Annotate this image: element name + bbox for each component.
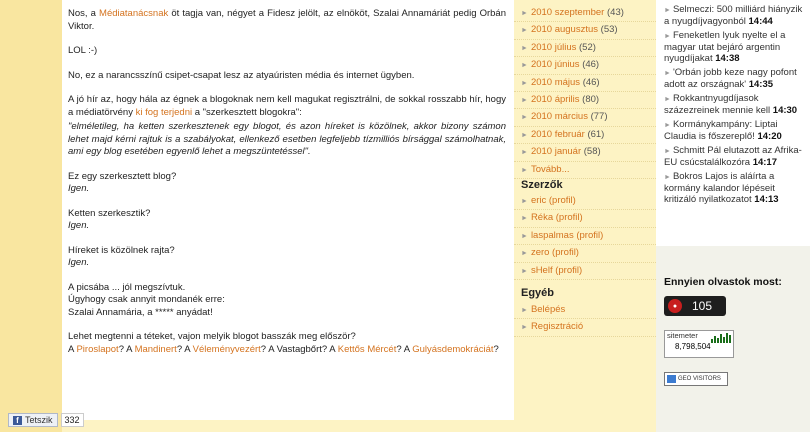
paragraph-1: Nos, a Médiatanácsnak öt tagja van, négyet a Fidesz jelölt, az elnököt, Szalai Annamáriát pedig Orbán Viktor. bbox=[68, 8, 506, 32]
bullet-icon: ► bbox=[521, 324, 528, 332]
exclamation-block: A picsába ... jól megszívtuk. Úgyhogy csak annyit mondanék erre: Szalai Annamária, a ***** anyádat! bbox=[68, 281, 225, 318]
bullet-icon: ► bbox=[664, 33, 671, 40]
left-margin-strip bbox=[0, 0, 62, 432]
counter-logo-icon: ● bbox=[668, 299, 682, 313]
login-link[interactable]: ► Belépés bbox=[514, 302, 656, 319]
sitemeter-bars-icon bbox=[711, 333, 731, 343]
archive-item[interactable]: ► 2010 szeptember (43) bbox=[514, 5, 656, 22]
bullet-icon: ► bbox=[521, 149, 528, 157]
author-item[interactable]: ► laspalmas (profil) bbox=[514, 228, 656, 245]
bets-paragraph: Lehet megtenni a téteket, vajon melyik blogot basszák meg először? A Piroslapot? A Mandinert? A Véleményvezért? A Vastagbőrt? A Kettős Mércét? A Gulyásdemokráciát? bbox=[68, 331, 499, 355]
bullet-icon: ► bbox=[521, 79, 528, 87]
bullet-icon: ► bbox=[664, 7, 671, 14]
authors-heading: Szerzők bbox=[521, 179, 563, 191]
author-item[interactable]: ► eric (profil) bbox=[514, 193, 656, 210]
blog-post-body bbox=[68, 8, 506, 368]
velemenyvezer-link[interactable]: Véleményvezért bbox=[192, 343, 261, 355]
other-heading: Egyéb bbox=[521, 287, 555, 299]
author-item[interactable]: ► sHelf (profil) bbox=[514, 263, 656, 280]
bullet-icon: ► bbox=[664, 96, 671, 103]
bullet-icon: ► bbox=[521, 27, 528, 35]
paragraph-4: A jó hír az, hogy hála az égnek a blogoknak nem kell magukat regisztrálni, de sokkal rosszabb hír, hogy a médiatörvény ki fog terjedni a "szerkesztett blogokra": bbox=[68, 94, 506, 118]
mediatanacs-link[interactable]: Médiatanácsnak bbox=[99, 8, 169, 19]
author-item[interactable]: ► zero (profil) bbox=[514, 245, 656, 262]
qa-3: Híreket is közölnek rajta? Igen. bbox=[68, 244, 175, 268]
bullet-icon: ► bbox=[521, 166, 528, 174]
archive-item[interactable]: ► 2010 július (52) bbox=[514, 40, 656, 57]
archive-item[interactable]: ► 2010 április (80) bbox=[514, 92, 656, 109]
readers-count: 105 bbox=[692, 299, 713, 313]
archive-list bbox=[514, 5, 656, 179]
mandiner-link[interactable]: Mandinert bbox=[134, 343, 177, 355]
archive-more[interactable]: ► Tovább... bbox=[514, 162, 656, 179]
qa-1: Ez egy szerkesztett blog? Igen. bbox=[68, 170, 177, 194]
bottom-band bbox=[62, 420, 514, 432]
gulyasdemokracia-link[interactable]: Gulyásdemokráciát bbox=[412, 343, 494, 355]
bullet-icon: ► bbox=[664, 148, 671, 155]
paragraph-3: No, ez a narancsszínű csipet-csapat lesz az atyaúristen média és internet ügyben. bbox=[68, 69, 415, 81]
bullet-icon: ► bbox=[521, 44, 528, 52]
facebook-like-widget bbox=[8, 413, 84, 427]
bullet-icon: ► bbox=[521, 131, 528, 139]
kettos-merce-link[interactable]: Kettős Mércét bbox=[337, 343, 397, 355]
readers-counter-widget[interactable] bbox=[664, 296, 726, 316]
news-feed bbox=[664, 4, 806, 208]
news-item[interactable]: ► Bokros Lajos is aláírta a kormány kalandor lépéseit kritizáló nyilatkozatot 14:13 bbox=[664, 171, 779, 205]
geo-visitors-widget[interactable]: GEO VISITORS bbox=[664, 372, 728, 386]
news-item[interactable]: ► Selmeczi: 500 milliárd hiányzik a nyugdíjvagyonból 14:44 bbox=[664, 4, 803, 27]
sitemeter-count: 8,798,504 bbox=[675, 342, 711, 351]
bullet-icon: ► bbox=[521, 62, 528, 70]
authors-list bbox=[514, 193, 656, 280]
news-item[interactable]: ► Rokkantnyugdíjasok százezreinek mennie kell 14:30 bbox=[664, 93, 798, 116]
bullet-icon: ► bbox=[521, 96, 528, 104]
author-item[interactable]: ► Réka (profil) bbox=[514, 210, 656, 227]
bullet-icon: ► bbox=[521, 10, 528, 17]
sidebar-archive bbox=[514, 0, 656, 432]
qa-2: Ketten szerkesztik? Igen. bbox=[68, 207, 151, 231]
archive-item[interactable]: ► 2010 május (46) bbox=[514, 75, 656, 92]
archive-item[interactable]: ► 2010 február (61) bbox=[514, 127, 656, 144]
main-content bbox=[62, 0, 514, 432]
bullet-icon: ► bbox=[521, 232, 528, 240]
register-link[interactable]: ► Regisztráció bbox=[514, 319, 656, 336]
facebook-icon: f bbox=[13, 416, 22, 425]
facebook-like-button[interactable]: f Tetszik bbox=[8, 413, 58, 427]
news-item[interactable]: ► 'Orbán jobb keze nagy pofont adott az országnak' 14:35 bbox=[664, 67, 797, 90]
like-count: 332 bbox=[61, 413, 84, 427]
piroslap-link[interactable]: Piroslapot bbox=[76, 343, 119, 355]
bullet-icon: ► bbox=[664, 122, 671, 129]
bullet-icon: ► bbox=[664, 70, 671, 77]
archive-item[interactable]: ► 2010 január (58) bbox=[514, 144, 656, 161]
bullet-icon: ► bbox=[664, 174, 671, 181]
other-list bbox=[514, 302, 656, 337]
bullet-icon: ► bbox=[521, 307, 528, 314]
sitemeter-widget[interactable] bbox=[664, 330, 734, 358]
globe-icon bbox=[667, 375, 676, 383]
readers-heading: Ennyien olvastok most: bbox=[664, 276, 782, 288]
bullet-icon: ► bbox=[521, 267, 528, 275]
sitemeter-label: sitemeter bbox=[667, 331, 698, 340]
quote-block: "elméletileg, ha ketten szerkesztenek egy blogot, és azon híreket is közölnek, akkor bizony számon lehet majd kérni rajtuk is a szabályokat, ellenkező esetben legfeljebb tízmilliós bírsággal számolhatnak, ami egy blog esetében egyenlő lehet a megszüntetéssel". bbox=[68, 121, 506, 157]
bullet-icon: ► bbox=[521, 114, 528, 122]
news-item[interactable]: ► Feneketlen lyuk nyelte el a magyar utat bejáró argentin nyugdíjakat 14:38 bbox=[664, 30, 786, 64]
bullet-icon: ► bbox=[521, 250, 528, 258]
ki-fog-terjedni-link[interactable]: ki fog terjedni bbox=[135, 106, 193, 118]
paragraph-2: LOL :-) bbox=[68, 45, 98, 56]
archive-item[interactable]: ► 2010 március (77) bbox=[514, 109, 656, 126]
news-item[interactable]: ► Kormánykampány: Liptai Claudia is főszereplő! 14:20 bbox=[664, 119, 782, 142]
archive-item[interactable]: ► 2010 június (46) bbox=[514, 57, 656, 74]
archive-item[interactable]: ► 2010 augusztus (53) bbox=[514, 22, 656, 39]
news-item[interactable]: ► Schmitt Pál elutazott az Afrika-EU csúcstalálkozóra 14:17 bbox=[664, 145, 802, 168]
bullet-icon: ► bbox=[521, 215, 528, 223]
bullet-icon: ► bbox=[521, 198, 528, 205]
